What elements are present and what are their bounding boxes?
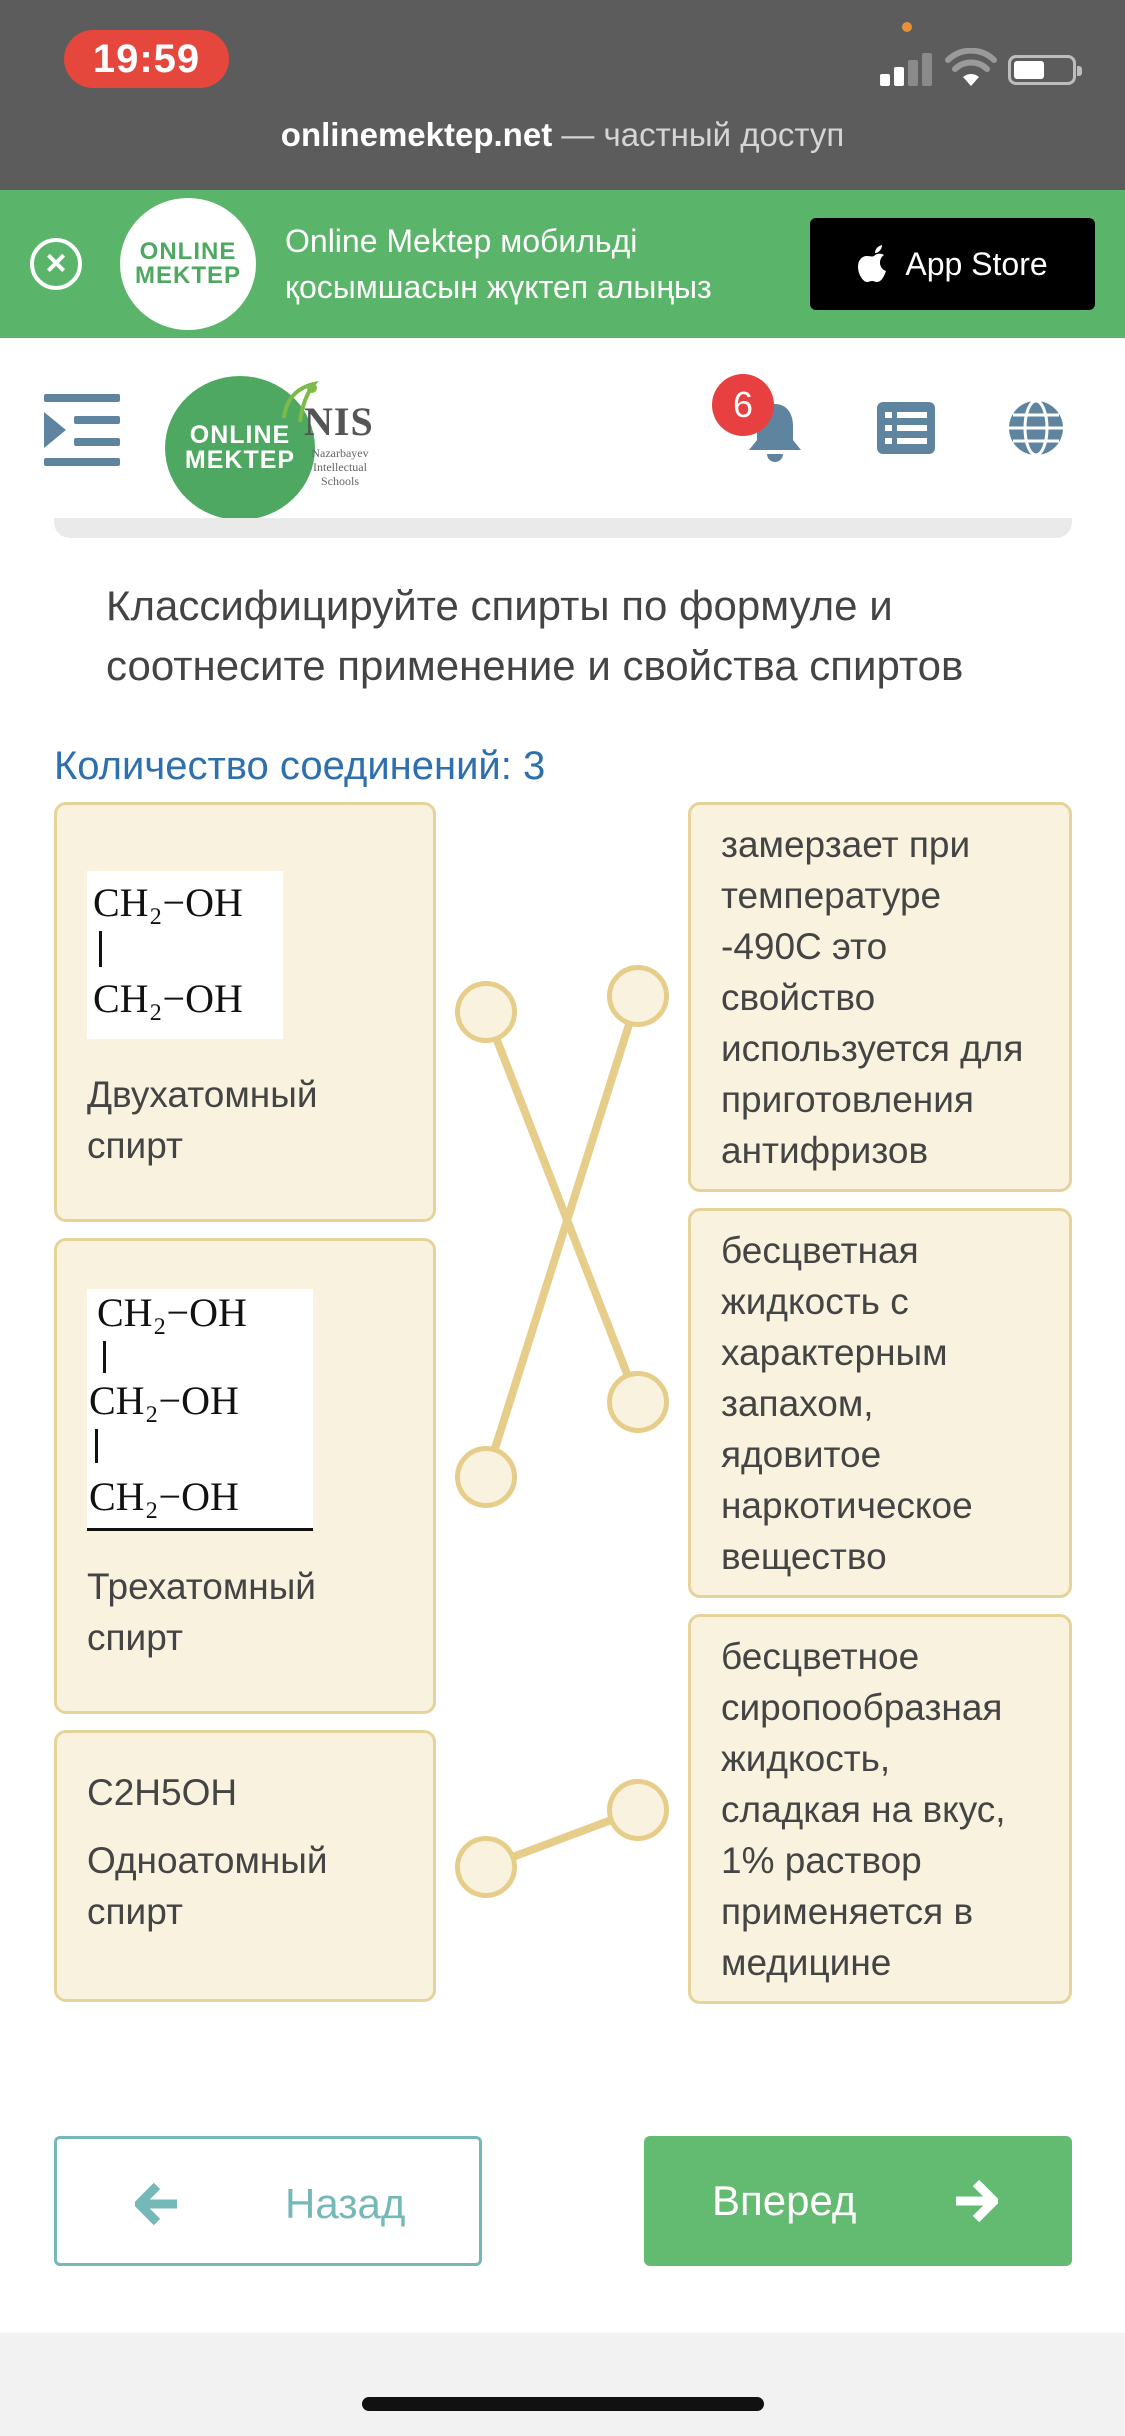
left-item-formula: C2H5OH [87, 1772, 238, 1813]
triatomic-formula-image [87, 1289, 313, 1531]
right-item-line: жидкость, [721, 1738, 891, 1779]
right-item-text [721, 1225, 1051, 1582]
right-item-line: -490С это [721, 926, 888, 967]
right-item-line: используется для [721, 1028, 1024, 1069]
content-card-edge [54, 518, 1072, 538]
status-time: 19:59 [64, 30, 229, 88]
arrow-left-icon [135, 2183, 179, 2225]
left-connector-node-3[interactable] [455, 1836, 517, 1898]
formula-line: CH₂−OH [97, 1290, 247, 1335]
formula-line: CH₂−OH [93, 880, 243, 925]
right-item-line: свойство [721, 977, 876, 1018]
nis-logo [274, 378, 374, 488]
banner-message-line1: Online Mektep мобильді [285, 223, 638, 259]
address-bar[interactable] [0, 116, 1125, 154]
right-item-line: замерзает при [721, 824, 971, 865]
right-item-line: сиропообразная [721, 1687, 1003, 1728]
url-domain: onlinemektep.net [280, 116, 553, 153]
left-item-label [87, 1069, 318, 1171]
left-connector-node-1[interactable] [455, 981, 517, 1043]
task-question [106, 576, 1066, 696]
right-item-line: применяется в [721, 1891, 974, 1932]
right-item-line: жидкость с [721, 1281, 909, 1322]
right-item-line: приготовления [721, 1079, 974, 1120]
left-item-diatomic[interactable] [54, 802, 436, 1222]
nis-subtitle-line: Nazarbayev [311, 446, 369, 460]
diatomic-formula-image [87, 871, 283, 1039]
formula-line: CH₂−OH [89, 1474, 239, 1519]
apple-icon [857, 244, 891, 284]
right-item-line: ядовитое [721, 1434, 882, 1475]
left-item-label-line: спирт [87, 1617, 183, 1658]
right-item-line: наркотическое [721, 1485, 973, 1526]
right-item-line: вещество [721, 1536, 887, 1577]
left-connector-node-2[interactable] [455, 1446, 517, 1508]
right-item-line: сладкая на вкус, [721, 1789, 1006, 1830]
nis-subtitle-line: Intellectual [313, 460, 367, 474]
notification-count-badge: 6 [712, 374, 774, 436]
app-download-banner [0, 190, 1125, 338]
right-item-line: 1% раствор [721, 1840, 922, 1881]
status-bar [0, 0, 1125, 190]
connection-line [486, 1012, 638, 1402]
right-item-text [721, 1631, 1051, 1988]
formula-line: CH₂−OH [89, 1378, 239, 1423]
header-logo-line1: ONLINE [189, 421, 291, 449]
home-indicator[interactable] [362, 2397, 764, 2411]
nis-subtitle [300, 446, 380, 488]
header-logo-line2: MEKTEP [184, 446, 296, 474]
formula-line: CH₂−OH [93, 976, 243, 1021]
back-button[interactable] [54, 2136, 482, 2266]
next-button[interactable] [644, 2136, 1072, 2266]
banner-message-line2: қосымшасын жүктеп алыңыз [285, 269, 712, 305]
page-content [0, 338, 1125, 2333]
wifi-icon [945, 48, 997, 88]
right-item-line: медицине [721, 1942, 892, 1983]
connections-count: Количество соединений: 3 [54, 744, 546, 788]
battery-icon [1008, 55, 1076, 85]
task-question-line2: соотнесите применение и свойства спиртов [106, 642, 964, 689]
left-item-label-line: спирт [87, 1125, 183, 1166]
right-item-syrupy-liquid[interactable] [688, 1614, 1072, 2004]
close-banner-button[interactable]: × [30, 238, 82, 290]
right-connector-node-2[interactable] [607, 1371, 669, 1433]
language-globe-icon[interactable] [1006, 398, 1066, 458]
nis-subtitle-line: Schools [320, 474, 359, 488]
left-item-label-line: Трехатомный [87, 1566, 316, 1607]
right-item-line: бесцветная [721, 1230, 919, 1271]
nis-title: NIS [304, 399, 374, 444]
right-item-line: температуре [721, 875, 942, 916]
right-item-line: антифризов [721, 1130, 929, 1171]
right-connector-node-1[interactable] [607, 965, 669, 1027]
left-item-label-line: Одноатомный [87, 1840, 328, 1881]
banner-message [285, 218, 765, 310]
privacy-indicator-dot [902, 22, 912, 32]
online-mektep-logo [120, 198, 256, 330]
right-item-text [721, 819, 1051, 1176]
right-item-line: запахом, [721, 1383, 874, 1424]
app-store-button[interactable] [810, 218, 1095, 310]
left-item-label-line: Двухатомный [87, 1074, 318, 1115]
left-item-label [87, 1835, 328, 1937]
left-item-label [87, 1561, 316, 1663]
logo-text-line1: ONLINE [139, 238, 237, 265]
private-browsing-label: — частный доступ [552, 116, 845, 153]
task-question-line1: Классифицируйте спирты по формуле и [106, 582, 893, 629]
left-item-monoatomic[interactable] [54, 1730, 436, 2002]
list-icon[interactable] [877, 402, 935, 454]
logo-text-line2: MEKTEP [134, 262, 241, 289]
arrow-right-icon [954, 2180, 998, 2222]
right-item-line: бесцветное [721, 1636, 920, 1677]
back-button-label: Назад [285, 2180, 406, 2227]
cellular-signal-icon [880, 50, 934, 86]
right-item-line: характерным [721, 1332, 948, 1373]
left-item-triatomic[interactable] [54, 1238, 436, 1714]
menu-toggle-icon[interactable] [44, 394, 120, 466]
right-connector-node-3[interactable] [607, 1779, 669, 1841]
right-item-toxic-liquid[interactable] [688, 1208, 1072, 1598]
app-store-label: App Store [905, 245, 1048, 282]
right-item-antifreeze[interactable] [688, 802, 1072, 1192]
next-button-label: Вперед [712, 2177, 857, 2224]
left-item-label-line: спирт [87, 1891, 183, 1932]
